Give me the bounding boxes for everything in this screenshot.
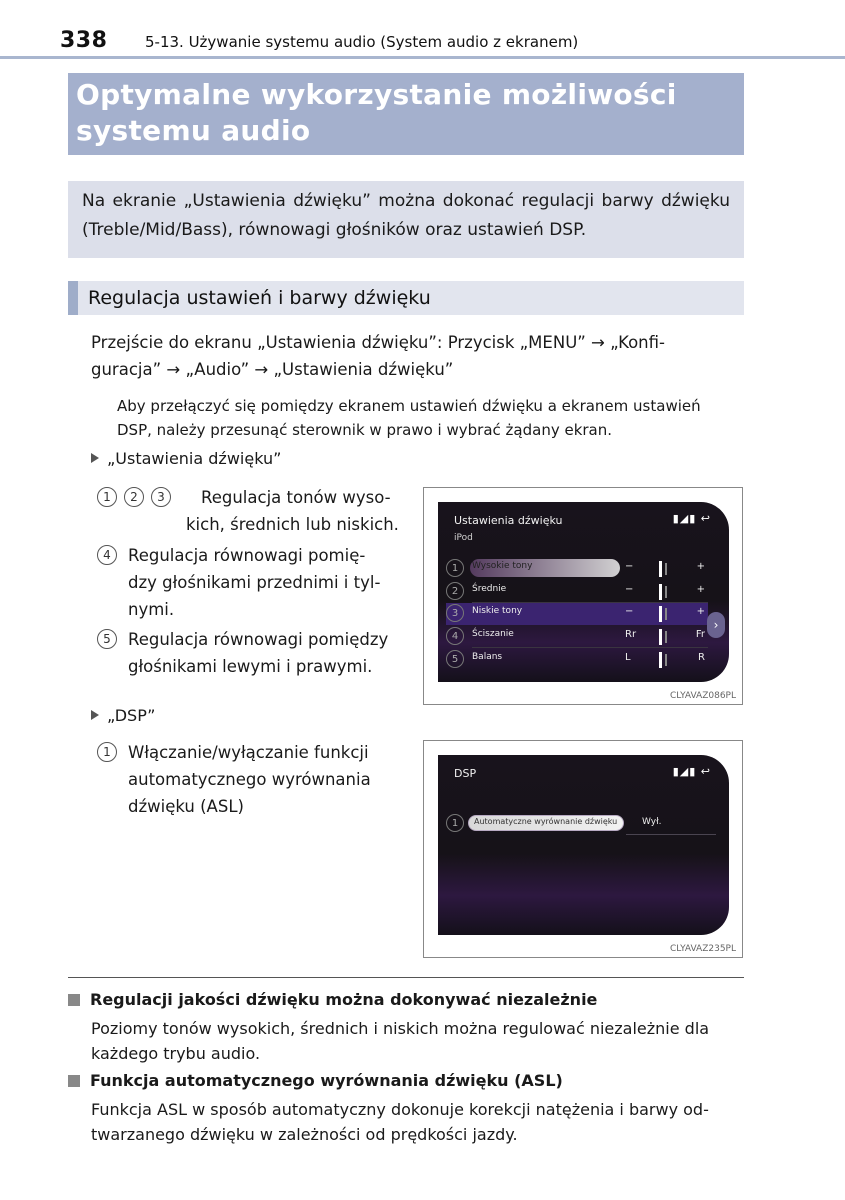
item-fader-numbers xyxy=(97,545,117,565)
hint-line2: DSP, należy przesunąć sterownik w prawo i wybrać żądany ekran. xyxy=(117,421,613,439)
subsection-title: Regulacja ustawień i barwy dźwięku xyxy=(88,287,431,309)
row-label: Średnie xyxy=(472,584,507,594)
note-heading-2-text: Funkcja automatycznego wyrównania dźwięku (ASL) xyxy=(90,1071,563,1090)
item-fader-line1: Regulacja równowagi pomię- xyxy=(128,546,366,565)
page-header xyxy=(60,28,744,56)
note-heading-1 xyxy=(68,990,597,1009)
sound-settings-screenshot xyxy=(423,487,743,705)
dsp-screenshot xyxy=(423,740,743,958)
screen-title: Ustawienia dźwięku xyxy=(454,514,563,527)
row-label: Wysokie tony xyxy=(472,561,533,571)
number-badge: 2 xyxy=(124,487,144,507)
row-label: Automatyczne wyrównanie dźwięku xyxy=(474,817,618,826)
number-badge: 5 xyxy=(97,629,117,649)
page-title xyxy=(76,77,736,149)
row-divider xyxy=(626,834,716,835)
item-fader-line3: nymi. xyxy=(128,600,175,619)
row-number: 5 xyxy=(446,650,464,668)
balance-slider[interactable] xyxy=(621,652,711,668)
item-tones-line1: Regulacja tonów wyso- xyxy=(201,488,391,507)
mid-slider[interactable] xyxy=(621,584,711,600)
number-badge: 1 xyxy=(97,487,117,507)
figure-code: CLYAVAZ086PL xyxy=(669,691,736,701)
page-number: 338 xyxy=(60,28,108,53)
slider-bar xyxy=(659,606,662,622)
slider-bar xyxy=(659,561,662,577)
row-value[interactable]: Wył. xyxy=(642,817,662,827)
note-body-1-line1: Poziomy tonów wysokich, średnich i niskich można regulować niezależnie dla xyxy=(91,1019,710,1038)
item-tones xyxy=(97,484,407,538)
sound-settings-display xyxy=(438,502,729,682)
slider-bar-shadow xyxy=(665,631,667,643)
row-bass[interactable] xyxy=(446,603,708,625)
slider-left-label: − xyxy=(625,584,634,595)
treble-slider[interactable] xyxy=(621,561,711,577)
slider-right-label: R xyxy=(698,652,705,663)
item-asl-line2: automatycznego wyrównania xyxy=(128,770,371,789)
triangle-bullet-icon xyxy=(91,710,99,720)
page-title-line1: Optymalne wykorzystanie możliwości xyxy=(76,78,677,111)
scroll-right-icon[interactable]: › xyxy=(707,612,725,638)
slider-right-label: + xyxy=(696,584,705,595)
number-badge: 1 xyxy=(97,742,117,762)
slider-left-label: L xyxy=(625,652,631,663)
number-badge: 4 xyxy=(97,545,117,565)
sound-settings-heading-text: „Ustawienia dźwięku” xyxy=(107,449,282,468)
page-title-line2: systemu audio xyxy=(76,114,311,147)
slider-bar-shadow xyxy=(665,586,667,598)
note-body-1 xyxy=(91,1016,744,1066)
note-body-1-line2: każdego trybu audio. xyxy=(91,1044,261,1063)
slider-left-label: Rr xyxy=(625,629,637,640)
slider-right-label: + xyxy=(696,606,705,617)
fader-slider[interactable] xyxy=(621,629,711,645)
section-title: 5-13. Używanie systemu audio (System audio z ekranem) xyxy=(145,33,579,51)
item-tones-numbers xyxy=(97,487,171,507)
row-number: 3 xyxy=(446,604,464,622)
status-icons: ▮◢▮ ↩ xyxy=(672,765,711,778)
slider-bar xyxy=(659,584,662,600)
row-number: 2 xyxy=(446,582,464,600)
row-number: 1 xyxy=(446,559,464,577)
item-asl xyxy=(97,739,407,820)
screen-title: DSP xyxy=(454,767,477,780)
navigation-path xyxy=(91,329,744,383)
slider-bar-shadow xyxy=(665,608,667,620)
item-asl-numbers xyxy=(97,742,117,762)
hint-text xyxy=(117,394,744,442)
row-number: 1 xyxy=(446,814,464,832)
row-mid[interactable] xyxy=(446,581,708,603)
dsp-display xyxy=(438,755,729,935)
row-divider xyxy=(472,647,708,648)
hint-line1: Aby przełączyć się pomiędzy ekranem ustawień dźwięku a ekranem ustawień xyxy=(117,397,701,415)
status-icons: ▮◢▮ ↩ xyxy=(672,512,711,525)
screen-source: iPod xyxy=(454,533,473,543)
slider-bar-shadow xyxy=(665,654,667,666)
square-bullet-icon xyxy=(68,994,80,1006)
navigation-path-line1: Przejście do ekranu „Ustawienia dźwięku”: Przycisk „MENU” → „Konfi- xyxy=(91,333,665,352)
title-banner xyxy=(68,73,744,155)
note-heading-2 xyxy=(68,1071,563,1090)
dsp-heading-text: „DSP” xyxy=(107,706,156,725)
row-label: Ściszanie xyxy=(472,629,514,639)
slider-left-label: − xyxy=(625,561,634,572)
row-label: Balans xyxy=(472,652,503,662)
slider-right-label: Fr xyxy=(695,629,705,640)
note-body-2-line2: twarzanego dźwięku w zależności od prędkości jazdy. xyxy=(91,1125,518,1144)
intro-box xyxy=(68,181,744,258)
item-balance-numbers xyxy=(97,629,117,649)
slider-left-label: − xyxy=(625,606,634,617)
item-balance xyxy=(97,626,407,680)
item-fader-line2: dzy głośnikami przednimi i tyl- xyxy=(128,573,381,592)
item-fader xyxy=(97,542,407,623)
row-number: 4 xyxy=(446,627,464,645)
row-asl[interactable] xyxy=(446,813,716,835)
item-balance-line2: głośnikami lewymi i prawymi. xyxy=(128,657,373,676)
slider-bar xyxy=(659,629,662,645)
square-bullet-icon xyxy=(68,1075,80,1087)
note-body-2-line1: Funkcja ASL w sposób automatyczny dokonuje korekcji natężenia i barwy od- xyxy=(91,1100,709,1119)
figure-code: CLYAVAZ235PL xyxy=(669,944,736,954)
subsection-banner xyxy=(68,281,744,315)
sound-settings-heading xyxy=(91,449,281,468)
number-badge: 3 xyxy=(151,487,171,507)
intro-text: Na ekranie „Ustawienia dźwięku” można dokonać regulacji barwy dźwięku (Treble/Mid/Bass), równowagi głośników oraz ustawień DSP. xyxy=(82,191,730,240)
notes-divider xyxy=(68,977,744,978)
triangle-bullet-icon xyxy=(91,453,99,463)
item-asl-line1: Włączanie/wyłączanie funkcji xyxy=(128,743,369,762)
row-treble[interactable] xyxy=(446,558,708,580)
slider-bar-shadow xyxy=(665,563,667,575)
navigation-path-line2: guracja” → „Audio” → „Ustawienia dźwięku” xyxy=(91,360,454,379)
row-fader[interactable] xyxy=(446,626,708,648)
row-balance[interactable] xyxy=(446,649,708,671)
header-rule xyxy=(0,56,845,59)
row-label: Niskie tony xyxy=(472,606,523,616)
item-balance-line1: Regulacja równowagi pomiędzy xyxy=(128,630,389,649)
item-tones-line2: kich, średnich lub niskich. xyxy=(186,515,399,534)
note-heading-1-text: Regulacji jakości dźwięku można dokonywać niezależnie xyxy=(90,990,598,1009)
bass-slider[interactable] xyxy=(621,606,711,622)
dsp-heading xyxy=(91,706,155,725)
slider-right-label: + xyxy=(696,561,705,572)
note-body-2 xyxy=(91,1097,744,1147)
item-asl-line3: dźwięku (ASL) xyxy=(128,797,244,816)
slider-bar xyxy=(659,652,662,668)
